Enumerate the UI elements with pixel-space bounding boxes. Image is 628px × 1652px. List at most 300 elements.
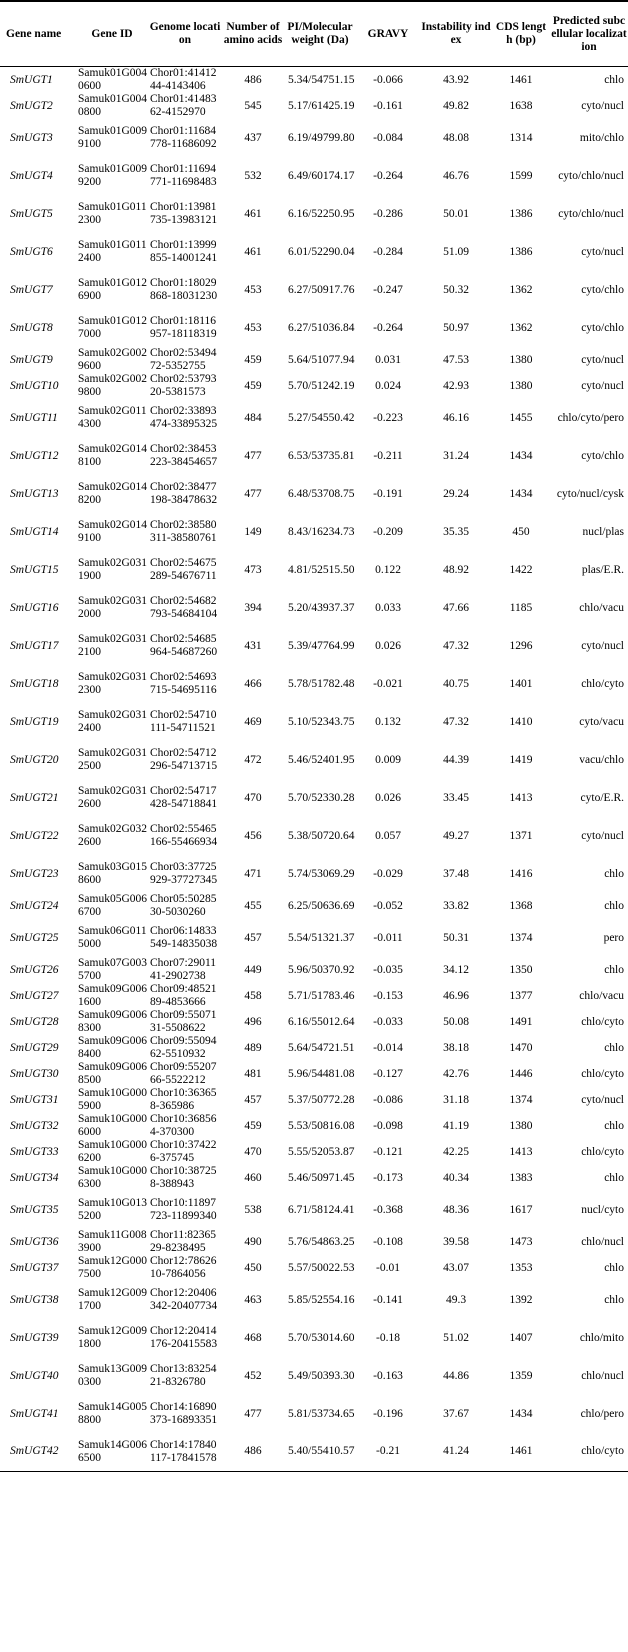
amino-acids-cell: 477 <box>244 1407 262 1420</box>
gene-id-cell: Samuk01G0112300 <box>78 201 147 226</box>
localization-cell: chlo <box>604 1261 624 1274</box>
amino-acids-cell: 484 <box>244 411 262 424</box>
gene-id-cell: Samuk02G0312600 <box>78 785 147 810</box>
table-row <box>0 779 628 817</box>
table-row <box>0 513 628 551</box>
genome-location-cell: Chor13:8325421-8326780 <box>150 1363 217 1388</box>
localization-cell: chlo/vacu <box>579 989 624 1002</box>
gene-name-cell: SmUGT29 <box>10 1041 59 1054</box>
amino-acids-cell: 456 <box>244 829 262 842</box>
gene-id-cell: Samuk02G0149100 <box>78 519 147 544</box>
instability-index-cell: 48.36 <box>443 1203 469 1216</box>
gravy-cell: -0.368 <box>373 1203 403 1216</box>
localization-cell: cyto/chlo <box>581 283 624 296</box>
localization-cell: chlo/cyto <box>550 1433 628 1471</box>
cds-length-cell: 1368 <box>509 899 533 912</box>
amino-acids-cell: 453 <box>244 321 262 334</box>
gravy-cell: 0.031 <box>375 353 401 366</box>
gene-id-cell: Samuk02G0311900 <box>78 557 147 582</box>
gene-name-cell: SmUGT8 <box>10 321 53 334</box>
localization-cell: plas/E.R. <box>581 563 624 576</box>
gene-name-cell: SmUGT18 <box>10 677 59 690</box>
genome-location-cell: Chor01:11694771-11698483 <box>150 163 217 188</box>
molecular-weight-cell: 6.27/50917.76 <box>288 283 355 296</box>
genome-location-cell: Chor10:374226-375745 <box>150 1139 217 1164</box>
amino-acids-cell: 477 <box>244 487 262 500</box>
gene-id-cell: Samuk10G0006000 <box>78 1113 147 1138</box>
table-row <box>0 1319 628 1357</box>
amino-acids-cell: 457 <box>244 931 262 944</box>
genome-location-cell: Chor09:5507131-5508622 <box>150 1009 217 1034</box>
table-row <box>0 373 628 399</box>
localization-cell: chlo <box>604 1041 624 1054</box>
localization-cell: chlo/vacu <box>579 601 624 614</box>
localization-cell: chlo/nucl <box>581 1369 624 1382</box>
gene-name-cell: SmUGT3 <box>10 131 53 144</box>
header-row <box>0 1 628 67</box>
cds-length-cell: 1386 <box>509 245 533 258</box>
gravy-cell: -0.011 <box>373 931 403 944</box>
genome-location-cell: Chor14:16890373-16893351 <box>150 1401 218 1426</box>
genome-location-cell: Chor02:33893474-33895325 <box>150 405 218 430</box>
instability-index-cell: 41.24 <box>420 1433 492 1471</box>
gene-id-cell: Samuk12G0091700 <box>78 1287 147 1312</box>
table-row <box>0 157 628 195</box>
header-amino-acids: Number of amino acids <box>222 1 284 67</box>
gene-id-cell: Samuk14G0066500 <box>76 1433 148 1471</box>
table-row <box>0 703 628 741</box>
genome-location-cell: Chor02:5379320-5381573 <box>150 373 217 398</box>
genome-location-cell: Chor09:4852189-4853666 <box>150 983 217 1008</box>
instability-index-cell: 42.25 <box>443 1145 469 1158</box>
amino-acids-cell: 461 <box>244 245 262 258</box>
cds-length-cell: 1446 <box>509 1067 533 1080</box>
gene-id-cell: Samuk02G0312300 <box>78 671 147 696</box>
gene-name-cell: SmUGT23 <box>10 867 59 880</box>
localization-cell: chlo/mito <box>579 1331 624 1344</box>
gene-name-cell: SmUGT16 <box>10 601 59 614</box>
amino-acids-cell: 459 <box>244 1119 262 1132</box>
gene-id-cell: Samuk09G0068300 <box>78 1009 147 1034</box>
molecular-weight-cell: 5.40/55410.57 <box>284 1433 356 1471</box>
gene-id-cell: Samuk02G0312000 <box>78 595 147 620</box>
header-genome-location: Genome location <box>148 1 222 67</box>
localization-cell: nucl/plas <box>582 525 624 538</box>
table-row <box>0 195 628 233</box>
molecular-weight-cell: 5.57/50022.53 <box>288 1261 355 1274</box>
table-body <box>0 67 628 1472</box>
instability-index-cell: 31.24 <box>443 449 469 462</box>
gravy-cell: -0.084 <box>373 131 403 144</box>
genome-location-cell: Chor01:18029868-18031230 <box>150 277 218 302</box>
molecular-weight-cell: 6.01/52290.04 <box>288 245 355 258</box>
cds-length-cell: 1380 <box>509 379 533 392</box>
gene-id-cell: Samuk03G0158600 <box>78 861 147 886</box>
localization-cell: cyto/nucl <box>581 379 624 392</box>
gene-name-cell: SmUGT36 <box>10 1235 59 1248</box>
genome-location-cell: Chor01:4148362-4152970 <box>150 93 217 118</box>
instability-index-cell: 51.02 <box>443 1331 469 1344</box>
genome-location-cell: Chor14:17840117-17841578 <box>148 1433 222 1471</box>
gene-name-cell: SmUGT25 <box>10 931 59 944</box>
gravy-cell: 0.026 <box>375 639 401 652</box>
amino-acids-cell: 471 <box>244 867 262 880</box>
cds-length-cell: 1353 <box>509 1261 533 1274</box>
gene-name-cell: SmUGT26 <box>10 963 59 976</box>
instability-index-cell: 41.19 <box>443 1119 469 1132</box>
cds-length-cell: 1410 <box>509 715 533 728</box>
gravy-cell: -0.014 <box>373 1041 403 1054</box>
molecular-weight-cell: 5.71/51783.46 <box>288 989 355 1002</box>
genome-location-cell: Chor02:38477198-38478632 <box>150 481 218 506</box>
molecular-weight-cell: 5.20/43937.37 <box>288 601 355 614</box>
genome-location-cell: Chor10:387258-388943 <box>150 1165 217 1190</box>
instability-index-cell: 43.07 <box>443 1261 469 1274</box>
instability-index-cell: 43.92 <box>443 73 469 86</box>
gene-name-cell: SmUGT28 <box>10 1015 59 1028</box>
molecular-weight-cell: 5.64/51077.94 <box>288 353 355 366</box>
amino-acids-cell: 470 <box>244 791 262 804</box>
gene-name-cell: SmUGT21 <box>10 791 59 804</box>
localization-cell: pero <box>603 931 624 944</box>
localization-cell: chlo <box>604 1293 624 1306</box>
genome-location-cell: Chor06:14833549-14835038 <box>150 925 218 950</box>
gene-name-cell: SmUGT40 <box>10 1369 59 1382</box>
instability-index-cell: 49.3 <box>445 1293 467 1306</box>
molecular-weight-cell: 6.16/52250.95 <box>288 207 355 220</box>
table-row <box>0 119 628 157</box>
gene-id-cell: Samuk01G0099200 <box>78 163 147 188</box>
cds-length-cell: 1362 <box>509 283 533 296</box>
instability-index-cell: 46.96 <box>443 989 469 1002</box>
instability-index-cell: 35.35 <box>443 525 469 538</box>
cds-length-cell: 1491 <box>509 1015 533 1028</box>
amino-acids-cell: 489 <box>244 1041 262 1054</box>
genome-location-cell: Chor12:7862610-7864056 <box>150 1255 217 1280</box>
gravy-cell: -0.086 <box>373 1093 403 1106</box>
localization-cell: nucl/cyto <box>581 1203 624 1216</box>
amino-acids-cell: 437 <box>244 131 262 144</box>
gravy-cell: -0.196 <box>373 1407 403 1420</box>
localization-cell: cyto/chlo/nucl <box>558 169 624 182</box>
gene-id-cell: Samuk02G0114300 <box>78 405 147 430</box>
gravy-cell: -0.121 <box>373 1145 403 1158</box>
cds-length-cell: 1473 <box>509 1235 533 1248</box>
gene-id-cell: Samuk02G0029800 <box>78 373 147 398</box>
instability-index-cell: 50.97 <box>443 321 469 334</box>
cds-length-cell: 1374 <box>509 931 533 944</box>
cds-length-cell: 1422 <box>509 563 533 576</box>
table-row <box>0 309 628 347</box>
gravy-cell: -0.141 <box>373 1293 403 1306</box>
instability-index-cell: 50.01 <box>443 207 469 220</box>
gene-name-cell: SmUGT27 <box>10 989 59 1002</box>
gene-id-cell: Samuk07G0035700 <box>78 957 147 982</box>
table-row <box>0 627 628 665</box>
table-row <box>0 233 628 271</box>
table-row <box>0 1281 628 1319</box>
molecular-weight-cell: 5.55/52053.87 <box>288 1145 355 1158</box>
gene-name-cell: SmUGT31 <box>10 1093 59 1106</box>
instability-index-cell: 40.34 <box>443 1171 469 1184</box>
gene-id-cell: Samuk01G0040800 <box>78 93 147 118</box>
gene-id-cell: Samuk06G0115000 <box>78 925 147 950</box>
gravy-cell: -0.286 <box>373 207 403 220</box>
table-row <box>0 93 628 119</box>
gravy-cell: -0.247 <box>373 283 403 296</box>
localization-cell: cyto/chlo/nucl <box>558 207 624 220</box>
localization-cell: chlo/cyto <box>581 1145 624 1158</box>
table-row <box>0 1113 628 1139</box>
gravy-cell: -0.21 <box>356 1433 420 1471</box>
gene-id-cell: Samuk14G0058800 <box>78 1401 147 1426</box>
gravy-cell: -0.191 <box>373 487 403 500</box>
molecular-weight-cell: 6.19/49799.80 <box>288 131 355 144</box>
gene-id-cell: Samuk09G0068400 <box>78 1035 147 1060</box>
amino-acids-cell: 486 <box>222 1433 284 1471</box>
localization-cell: chlo <box>604 73 624 86</box>
molecular-weight-cell: 5.64/54721.51 <box>288 1041 355 1054</box>
gene-name-cell: SmUGT30 <box>10 1067 59 1080</box>
amino-acids-cell: 453 <box>244 283 262 296</box>
molecular-weight-cell: 6.16/55012.64 <box>288 1015 355 1028</box>
cds-length-cell: 1350 <box>509 963 533 976</box>
gene-id-cell: Samuk10G0006300 <box>78 1165 147 1190</box>
gene-name-cell: SmUGT6 <box>10 245 53 258</box>
genome-location-cell: Chor01:11684778-11686092 <box>150 125 217 150</box>
localization-cell: chlo <box>604 899 624 912</box>
instability-index-cell: 47.53 <box>443 353 469 366</box>
gravy-cell: 0.009 <box>375 753 401 766</box>
gene-id-cell: Samuk09G0061600 <box>78 983 147 1008</box>
table-row <box>0 475 628 513</box>
gene-name-cell: SmUGT2 <box>10 99 53 112</box>
gravy-cell: -0.163 <box>373 1369 403 1382</box>
cds-length-cell: 1599 <box>509 169 533 182</box>
localization-cell: chlo <box>604 1119 624 1132</box>
gene-name-cell: SmUGT22 <box>10 829 59 842</box>
header-gravy: GRAVY <box>356 1 420 67</box>
gene-name-cell: SmUGT20 <box>10 753 59 766</box>
table-row <box>0 1009 628 1035</box>
genome-location-cell: Chor02:54685964-54687260 <box>150 633 218 658</box>
amino-acids-cell: 468 <box>244 1331 262 1344</box>
gravy-cell: -0.108 <box>373 1235 403 1248</box>
table-row <box>0 589 628 627</box>
gravy-cell: 0.122 <box>375 563 401 576</box>
genome-location-cell: Chor12:20414176-20415583 <box>150 1325 218 1350</box>
localization-cell: cyto/nucl <box>581 829 624 842</box>
gene-name-cell: SmUGT24 <box>10 899 59 912</box>
gene-id-cell: Samuk02G0322600 <box>78 823 147 848</box>
gravy-cell: -0.098 <box>373 1119 403 1132</box>
molecular-weight-cell: 5.70/51242.19 <box>288 379 355 392</box>
genome-location-cell: Chor03:37725929-37727345 <box>150 861 218 886</box>
genome-location-cell: Chor01:18116957-18118319 <box>150 315 217 340</box>
gene-id-cell: Samuk12G0007500 <box>78 1255 147 1280</box>
gene-id-cell: Samuk01G0127000 <box>78 315 147 340</box>
gene-name-cell: SmUGT13 <box>10 487 59 500</box>
amino-acids-cell: 459 <box>244 379 262 392</box>
table-row <box>0 855 628 893</box>
table-row <box>0 1139 628 1165</box>
gene-id-cell: Samuk01G0099100 <box>78 125 147 150</box>
gravy-cell: -0.127 <box>373 1067 403 1080</box>
instability-index-cell: 44.86 <box>443 1369 469 1382</box>
amino-acids-cell: 458 <box>244 989 262 1002</box>
molecular-weight-cell: 5.85/52554.16 <box>288 1293 355 1306</box>
cds-length-cell: 1401 <box>509 677 533 690</box>
gravy-cell: -0.029 <box>373 867 403 880</box>
molecular-weight-cell: 5.17/61425.19 <box>288 99 355 112</box>
amino-acids-cell: 466 <box>244 677 262 690</box>
table-row <box>0 1191 628 1229</box>
gravy-cell: 0.033 <box>375 601 401 614</box>
localization-cell: chlo <box>604 963 624 976</box>
genome-location-cell: Chor09:5520766-5522212 <box>150 1061 217 1086</box>
gravy-cell: -0.209 <box>373 525 403 538</box>
table-row <box>0 347 628 373</box>
amino-acids-cell: 538 <box>244 1203 262 1216</box>
amino-acids-cell: 149 <box>244 525 262 538</box>
molecular-weight-cell: 5.34/54751.15 <box>288 73 355 86</box>
localization-cell: vacu/chlo <box>579 753 624 766</box>
localization-cell: chlo <box>604 867 624 880</box>
amino-acids-cell: 473 <box>244 563 262 576</box>
amino-acids-cell: 452 <box>244 1369 262 1382</box>
instability-index-cell: 44.39 <box>443 753 469 766</box>
instability-index-cell: 31.18 <box>443 1093 469 1106</box>
genome-location-cell: Chor02:55465166-55466934 <box>150 823 218 848</box>
genome-location-cell: Chor07:2901141-2902738 <box>150 957 217 982</box>
cds-length-cell: 1362 <box>509 321 533 334</box>
cds-length-cell: 1455 <box>509 411 533 424</box>
gene-name-cell: SmUGT37 <box>10 1261 59 1274</box>
molecular-weight-cell: 4.81/52515.50 <box>288 563 355 576</box>
gene-name-cell: SmUGT10 <box>10 379 59 392</box>
genome-location-cell: Chor02:54717428-54718841 <box>150 785 218 810</box>
molecular-weight-cell: 5.70/53014.60 <box>288 1331 355 1344</box>
amino-acids-cell: 490 <box>244 1235 262 1248</box>
genome-location-cell: Chor01:13981735-13983121 <box>150 201 218 226</box>
cds-length-cell: 1461 <box>509 73 533 86</box>
amino-acids-cell: 450 <box>244 1261 262 1274</box>
gravy-cell: -0.284 <box>373 245 403 258</box>
amino-acids-cell: 455 <box>244 899 262 912</box>
gravy-cell: -0.035 <box>373 963 403 976</box>
genome-location-cell: Chor09:5509462-5510932 <box>150 1035 217 1060</box>
molecular-weight-cell: 6.53/53735.81 <box>288 449 355 462</box>
gene-id-cell: Samuk01G0126900 <box>78 277 147 302</box>
gene-id-cell: Samuk02G0029600 <box>78 347 147 372</box>
instability-index-cell: 37.48 <box>443 867 469 880</box>
genome-location-cell: Chor10:368564-370300 <box>150 1113 217 1138</box>
cds-length-cell: 1374 <box>509 1093 533 1106</box>
gravy-cell: 0.026 <box>375 791 401 804</box>
table-row <box>0 741 628 779</box>
instability-index-cell: 50.32 <box>443 283 469 296</box>
table-row <box>0 271 628 309</box>
molecular-weight-cell: 6.71/58124.41 <box>288 1203 355 1216</box>
cds-length-cell: 1383 <box>509 1171 533 1184</box>
genome-location-cell: Chor02:54693715-54695116 <box>150 671 217 696</box>
cds-length-cell: 1407 <box>509 1331 533 1344</box>
gene-name-cell: SmUGT17 <box>10 639 59 652</box>
gravy-cell: -0.021 <box>373 677 403 690</box>
genome-location-cell: Chor11:8236529-8238495 <box>150 1229 217 1254</box>
gravy-cell: 0.132 <box>375 715 401 728</box>
genome-location-cell: Chor02:54682793-54684104 <box>150 595 218 620</box>
gene-name-cell: SmUGT11 <box>10 411 58 424</box>
localization-cell: chlo/nucl <box>581 1235 624 1248</box>
molecular-weight-cell: 5.37/50772.28 <box>288 1093 355 1106</box>
molecular-weight-cell: 5.39/47764.99 <box>288 639 355 652</box>
amino-acids-cell: 431 <box>244 639 262 652</box>
genome-location-cell: Chor02:38453223-38454657 <box>150 443 218 468</box>
gene-name-cell: SmUGT19 <box>10 715 59 728</box>
amino-acids-cell: 477 <box>244 449 262 462</box>
table-row <box>0 919 628 957</box>
instability-index-cell: 47.32 <box>443 639 469 652</box>
molecular-weight-cell: 6.49/60174.17 <box>288 169 355 182</box>
instability-index-cell: 47.66 <box>443 601 469 614</box>
instability-index-cell: 49.82 <box>443 99 469 112</box>
table-row <box>0 399 628 437</box>
header-gene-id: Gene ID <box>76 1 148 67</box>
cds-length-cell: 1413 <box>509 1145 533 1158</box>
gene-id-cell: Samuk10G0005900 <box>78 1087 147 1112</box>
gene-name-cell: SmUGT38 <box>10 1293 59 1306</box>
amino-acids-cell: 469 <box>244 715 262 728</box>
header-gene-name: Gene name <box>0 1 76 67</box>
instability-index-cell: 51.09 <box>443 245 469 258</box>
molecular-weight-cell: 6.48/53708.75 <box>288 487 355 500</box>
molecular-weight-cell: 8.43/16234.73 <box>288 525 355 538</box>
molecular-weight-cell: 5.53/50816.08 <box>288 1119 355 1132</box>
genome-location-cell: Chor12:20406342-20407734 <box>150 1287 218 1312</box>
instability-index-cell: 38.18 <box>443 1041 469 1054</box>
table-row <box>0 437 628 475</box>
localization-cell: chlo <box>604 1171 624 1184</box>
genome-location-cell: Chor01:4141244-4143406 <box>150 67 217 92</box>
molecular-weight-cell: 5.78/51782.48 <box>288 677 355 690</box>
molecular-weight-cell: 5.10/52343.75 <box>288 715 355 728</box>
table-row <box>0 1229 628 1255</box>
localization-cell: chlo/cyto <box>581 1015 624 1028</box>
instability-index-cell: 48.92 <box>443 563 469 576</box>
amino-acids-cell: 486 <box>244 73 262 86</box>
gravy-cell: 0.024 <box>375 379 401 392</box>
cds-length-cell: 1434 <box>509 1407 533 1420</box>
cds-length-cell: 1434 <box>509 487 533 500</box>
amino-acids-cell: 461 <box>244 207 262 220</box>
instability-index-cell: 42.93 <box>443 379 469 392</box>
amino-acids-cell: 496 <box>244 1015 262 1028</box>
cds-length-cell: 1296 <box>509 639 533 652</box>
molecular-weight-cell: 5.46/50971.45 <box>288 1171 355 1184</box>
genome-location-cell: Chor05:5028530-5030260 <box>150 893 217 918</box>
localization-cell: cyto/E.R. <box>580 791 624 804</box>
gene-name-cell: SmUGT33 <box>10 1145 59 1158</box>
gene-id-cell: Samuk12G0091800 <box>78 1325 147 1350</box>
instability-index-cell: 49.27 <box>443 829 469 842</box>
amino-acids-cell: 545 <box>244 99 262 112</box>
instability-index-cell: 46.16 <box>443 411 469 424</box>
table-header <box>0 1 628 67</box>
molecular-weight-cell: 5.38/50720.64 <box>288 829 355 842</box>
header-instability-index: Instability index <box>420 1 492 67</box>
cds-length-cell: 1314 <box>509 131 533 144</box>
